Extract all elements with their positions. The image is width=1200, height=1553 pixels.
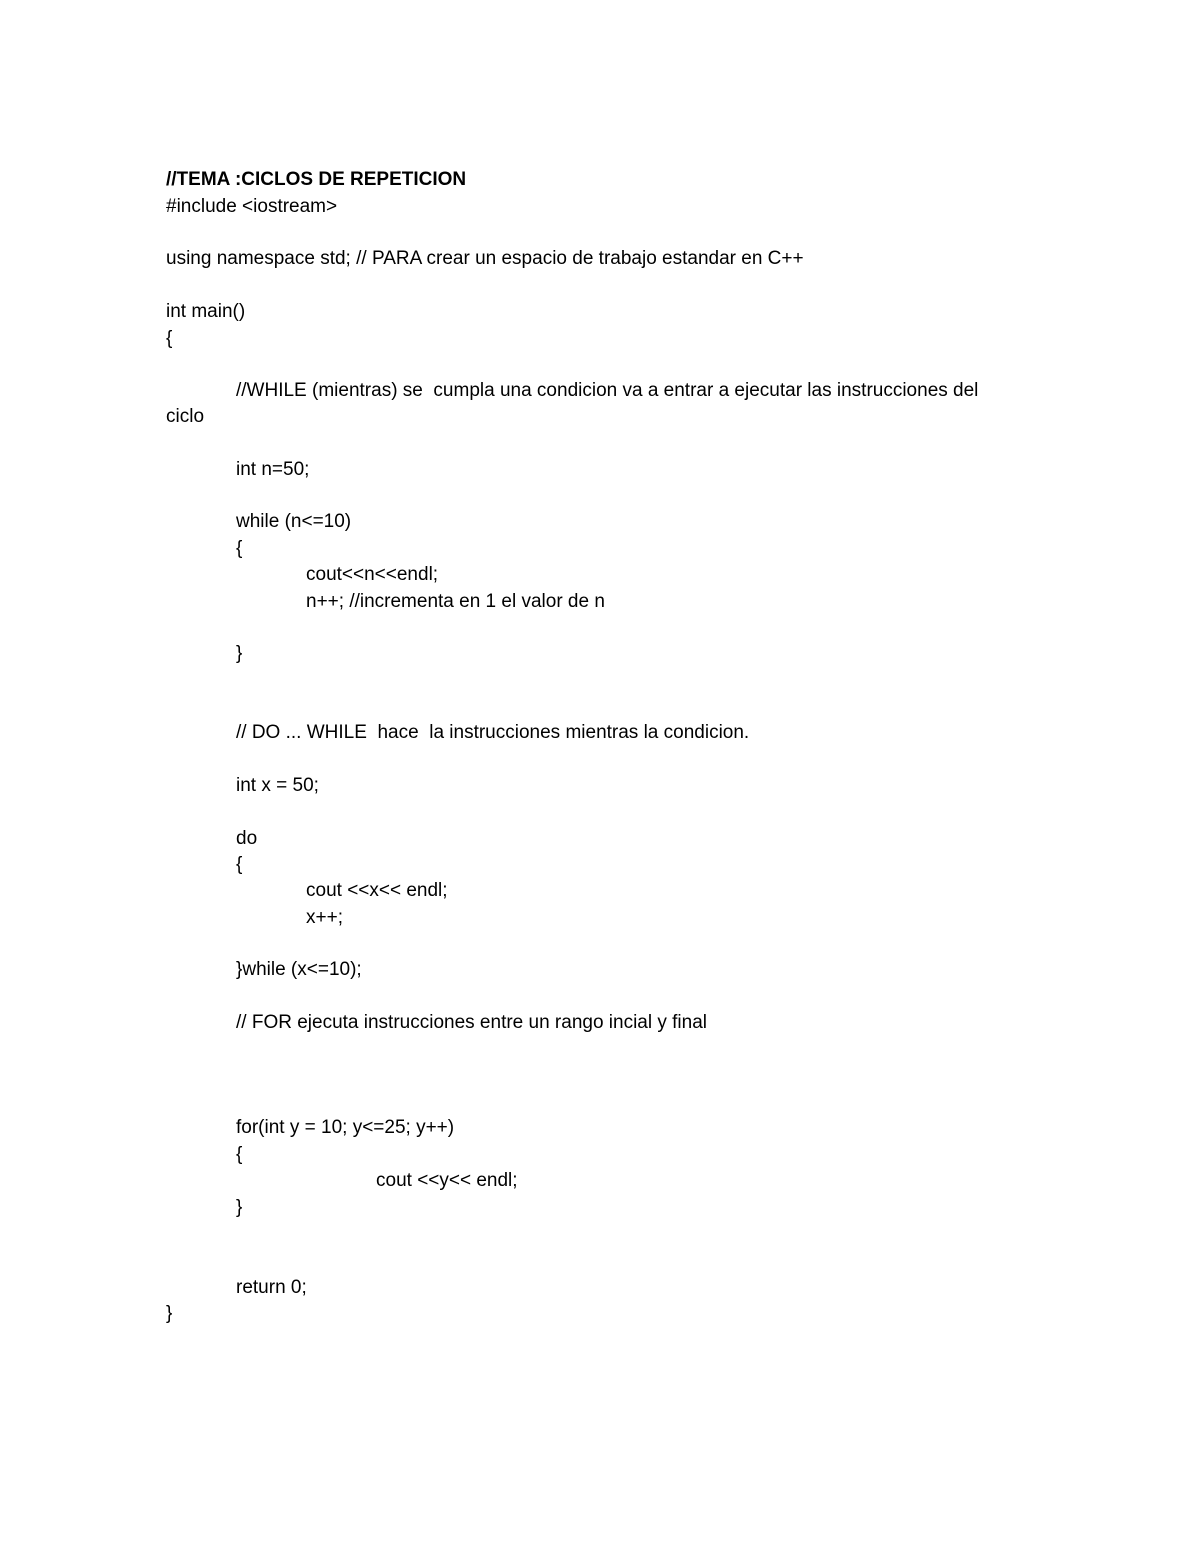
do-keyword-line: do	[236, 828, 258, 849]
include-line: #include <iostream>	[166, 196, 338, 217]
int-x-line: int x = 50;	[236, 775, 319, 796]
for-comment-line: // FOR ejecuta instrucciones entre un rango incial y final	[236, 1012, 708, 1033]
while-increment-line: n++; //incrementa en 1 el valor de n	[306, 591, 605, 612]
while-header-line: while (n<=10)	[236, 511, 352, 532]
int-n-line: int n=50;	[236, 459, 310, 480]
do-cout-line: cout <<x<< endl;	[306, 880, 448, 901]
for-open-brace: {	[236, 1144, 243, 1165]
do-open-brace: {	[236, 854, 243, 875]
do-while-comment-line: // DO ... WHILE hace la instrucciones mientras la condicion.	[236, 722, 750, 743]
while-cout-line: cout<<n<<endl;	[306, 564, 439, 585]
while-comment-line-1: //WHILE (mientras) se cumpla una condicion va a entrar a ejecutar las instrucciones del	[236, 380, 979, 401]
for-header-line: for(int y = 10; y<=25; y++)	[236, 1117, 455, 1138]
return-line: return 0;	[236, 1277, 307, 1298]
do-while-close-line: }while (x<=10);	[236, 959, 362, 980]
for-cout-line: cout <<y<< endl;	[376, 1170, 518, 1191]
main-close-brace: }	[166, 1303, 173, 1324]
using-namespace-line: using namespace std; // PARA crear un espacio de trabajo estandar en C++	[166, 248, 804, 269]
document-title: //TEMA :CICLOS DE REPETICION	[166, 169, 467, 190]
main-open-brace: {	[166, 328, 173, 349]
do-increment-line: x++;	[306, 907, 343, 928]
main-signature-line: int main()	[166, 301, 246, 322]
while-comment-line-2: ciclo	[166, 406, 205, 427]
for-close-brace: }	[236, 1197, 243, 1218]
while-open-brace: {	[236, 538, 243, 559]
while-close-brace: }	[236, 643, 243, 664]
